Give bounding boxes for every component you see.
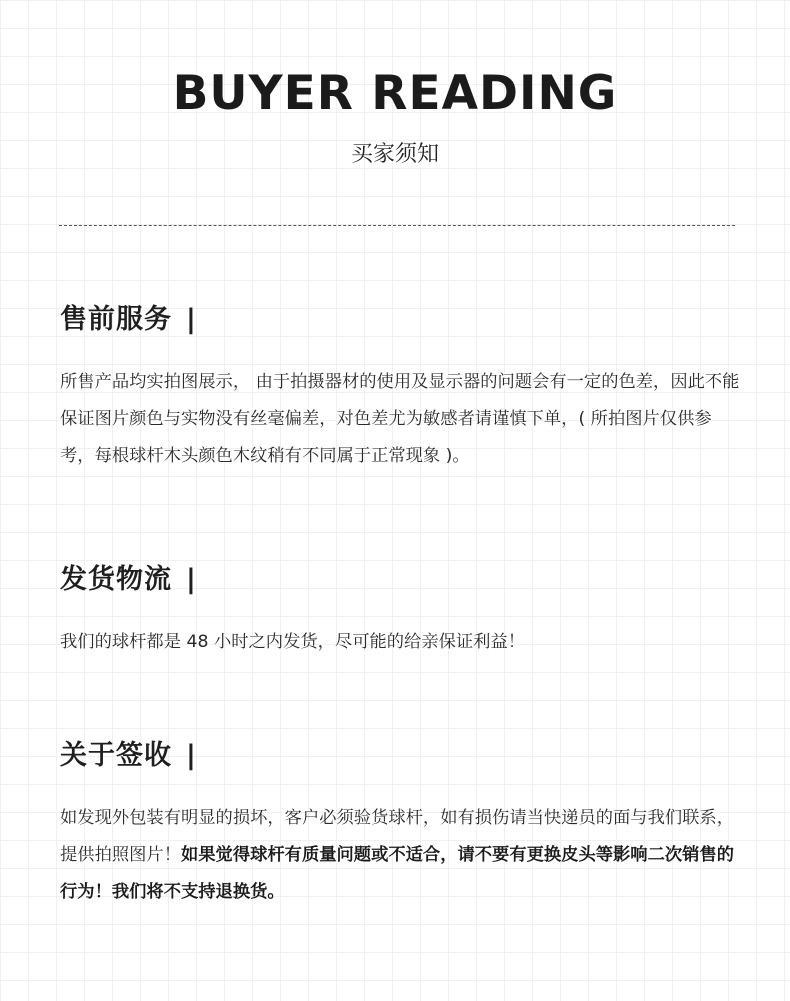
heading-bar: | <box>186 740 197 771</box>
section-heading-text: 关于签收 <box>60 740 172 771</box>
section-body-warning: 如果觉得球杆有质量问题或不适合，请不要有更换皮头等影响二次销售的行为！我们将不支持退换货。 <box>60 845 734 902</box>
heading-bar: | <box>186 304 197 335</box>
section-heading <box>60 562 740 598</box>
page-header <box>0 64 790 170</box>
section-heading <box>60 302 740 338</box>
section-receipt <box>60 738 740 911</box>
section-shipping <box>60 562 740 661</box>
section-body-text: 如发现外包装有明显的损坏，客户必须验货球杆，如有损伤请当快递员的面与我们联系，提供拍照图片！ <box>60 808 734 865</box>
section-body <box>60 800 740 911</box>
section-presale-service <box>60 302 740 475</box>
title-chinese: 买家须知 <box>350 142 439 167</box>
dashed-divider <box>59 225 735 226</box>
section-heading-text: 发货物流 <box>60 564 172 595</box>
heading-bar: | <box>186 564 197 595</box>
section-heading-text: 售前服务 <box>60 304 172 335</box>
title-english: BUYER READING <box>172 66 618 121</box>
section-body: 所售产品均实拍图展示， 由于拍摄器材的使用及显示器的问题会有一定的色差，因此不能保证图片颜色与实物没有丝毫偏差，对色差尤为敏感者请谨慎下单，( 所拍图片仅供参考，每根球杆木头颜色木纹稍有不同属于正常现象 )。 <box>60 372 740 466</box>
section-body: 我们的球杆都是 48 小时之内发货，尽可能的给亲保证利益！ <box>60 632 526 652</box>
section-heading <box>60 738 740 774</box>
